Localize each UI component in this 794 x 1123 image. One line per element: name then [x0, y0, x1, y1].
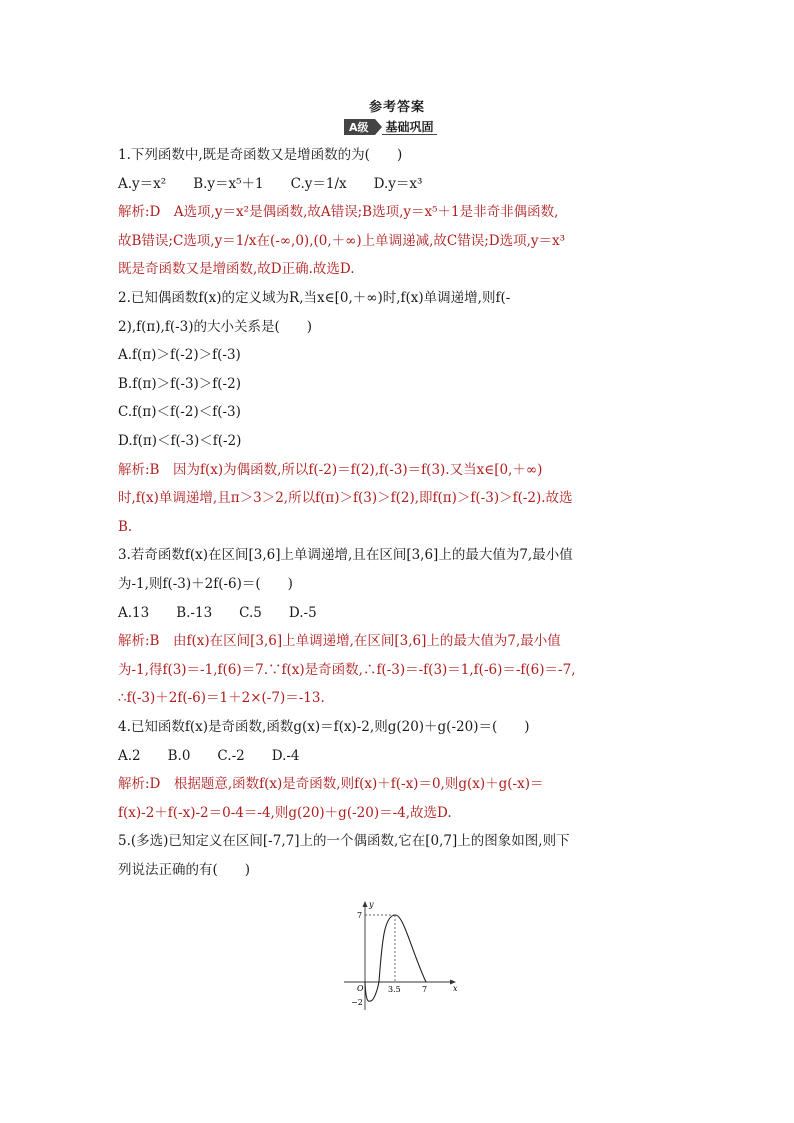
y-axis-label: y — [369, 900, 374, 909]
question-line: 列说法正确的有( ) — [118, 862, 251, 878]
question-line: 2),f(π),f(-3)的大小关系是( ) — [118, 318, 313, 335]
tick-x-end: 7 — [422, 985, 428, 994]
level-name: 基础巩固 — [382, 119, 437, 135]
option-line: C.f(π)＜f(-2)＜f(-3) — [118, 404, 241, 421]
option-line: A.y＝x² B.y＝x⁵＋1 C.y＝1/x D.y＝x³ — [118, 175, 423, 192]
option-line: D.f(π)＜f(-3)＜f(-2) — [118, 433, 242, 449]
question-line: 5.(多选)已知定义在区间[-7,7]上的一个偶函数,它在[0,7]上的图象如图,则下 — [118, 833, 570, 850]
answer-line: 既是奇函数又是增函数,故D正确.故选D. — [118, 261, 355, 278]
question-line: 为-1,则f(-3)＋2f(-6)＝( ) — [118, 576, 293, 592]
y-axis-arrow-icon — [363, 901, 368, 907]
option-line: A.13 B.-13 C.5 D.-5 — [118, 604, 317, 621]
tick-y-bottom: −2 — [351, 998, 363, 1007]
question-line: 3.若奇函数f(x)在区间[3,6]上单调递增,且在区间[3,6]上的最大值为7,最小值 — [118, 547, 573, 564]
question-line: 4.已知函数f(x)是奇函数,函数g(x)＝f(x)-2,则g(20)＋g(-20)＝( ) — [118, 719, 530, 735]
function-graph — [334, 898, 459, 1013]
question-line: 2.已知偶函数f(x)的定义域为R,当x∈[0,＋∞)时,f(x)单调递增,则f(- — [118, 290, 511, 306]
answer-line: 解析:D A选项,y＝x²是偶函数,故A错误;B选项,y＝x⁵＋1是非奇非偶函数, — [118, 204, 559, 221]
answer-line: 故B错误;C选项,y＝1/x在(-∞,0),(0,＋∞)上单调递减,故C错误;D选项,y＝x³ — [118, 232, 566, 249]
tick-y-top: 7 — [357, 911, 363, 920]
level-badge — [344, 119, 437, 135]
answer-line: B. — [118, 518, 133, 535]
page-title: 参考答案 — [368, 100, 425, 115]
answer-line: f(x)-2＋f(-x)-2＝0-4＝-4,则g(20)＋g(-20)＝-4,故选D. — [118, 804, 452, 821]
answer-line: 时,f(x)单调递增,且π＞3＞2,所以f(π)＞f(3)＞f(2),即f(π)＞f(-3)＞f(-2).故选 — [118, 490, 573, 507]
question-line: 1.下列函数中,既是奇函数又是增函数的为( ) — [118, 147, 403, 163]
level-tag: A级 — [344, 119, 375, 135]
level-arrow-icon — [375, 119, 382, 135]
answer-line: 解析:B 因为f(x)为偶函数,所以f(-2)＝f(2),f(-3)＝f(3).又当x∈[0,＋∞) — [118, 461, 543, 478]
x-axis-label: x — [453, 984, 458, 993]
option-line: B.f(π)＞f(-3)＞f(-2) — [118, 375, 241, 392]
tick-x-mid: 3.5 — [388, 985, 401, 994]
option-line: A.2 B.0 C.-2 D.-4 — [118, 747, 300, 764]
answer-line: ∴f(-3)＋2f(-6)＝1＋2×(-7)＝-13. — [118, 690, 325, 707]
origin-label: O — [357, 984, 364, 993]
option-line: A.f(π)＞f(-2)＞f(-3) — [118, 347, 241, 364]
answer-line: 解析:D 根据题意,函数f(x)是奇函数,则f(x)＋f(-x)＝0,则g(x)＋g(-x)＝ — [118, 776, 544, 793]
answer-line: 为-1,得f(3)＝-1,f(6)＝7.∵f(x)是奇函数,∴f(-3)＝-f(3)＝1,f(-6)＝-f(6)＝-7, — [118, 661, 576, 678]
answer-line: 解析:B 由f(x)在区间[3,6]上单调递增,在区间[3,6]上的最大值为7,最小值 — [118, 633, 561, 650]
